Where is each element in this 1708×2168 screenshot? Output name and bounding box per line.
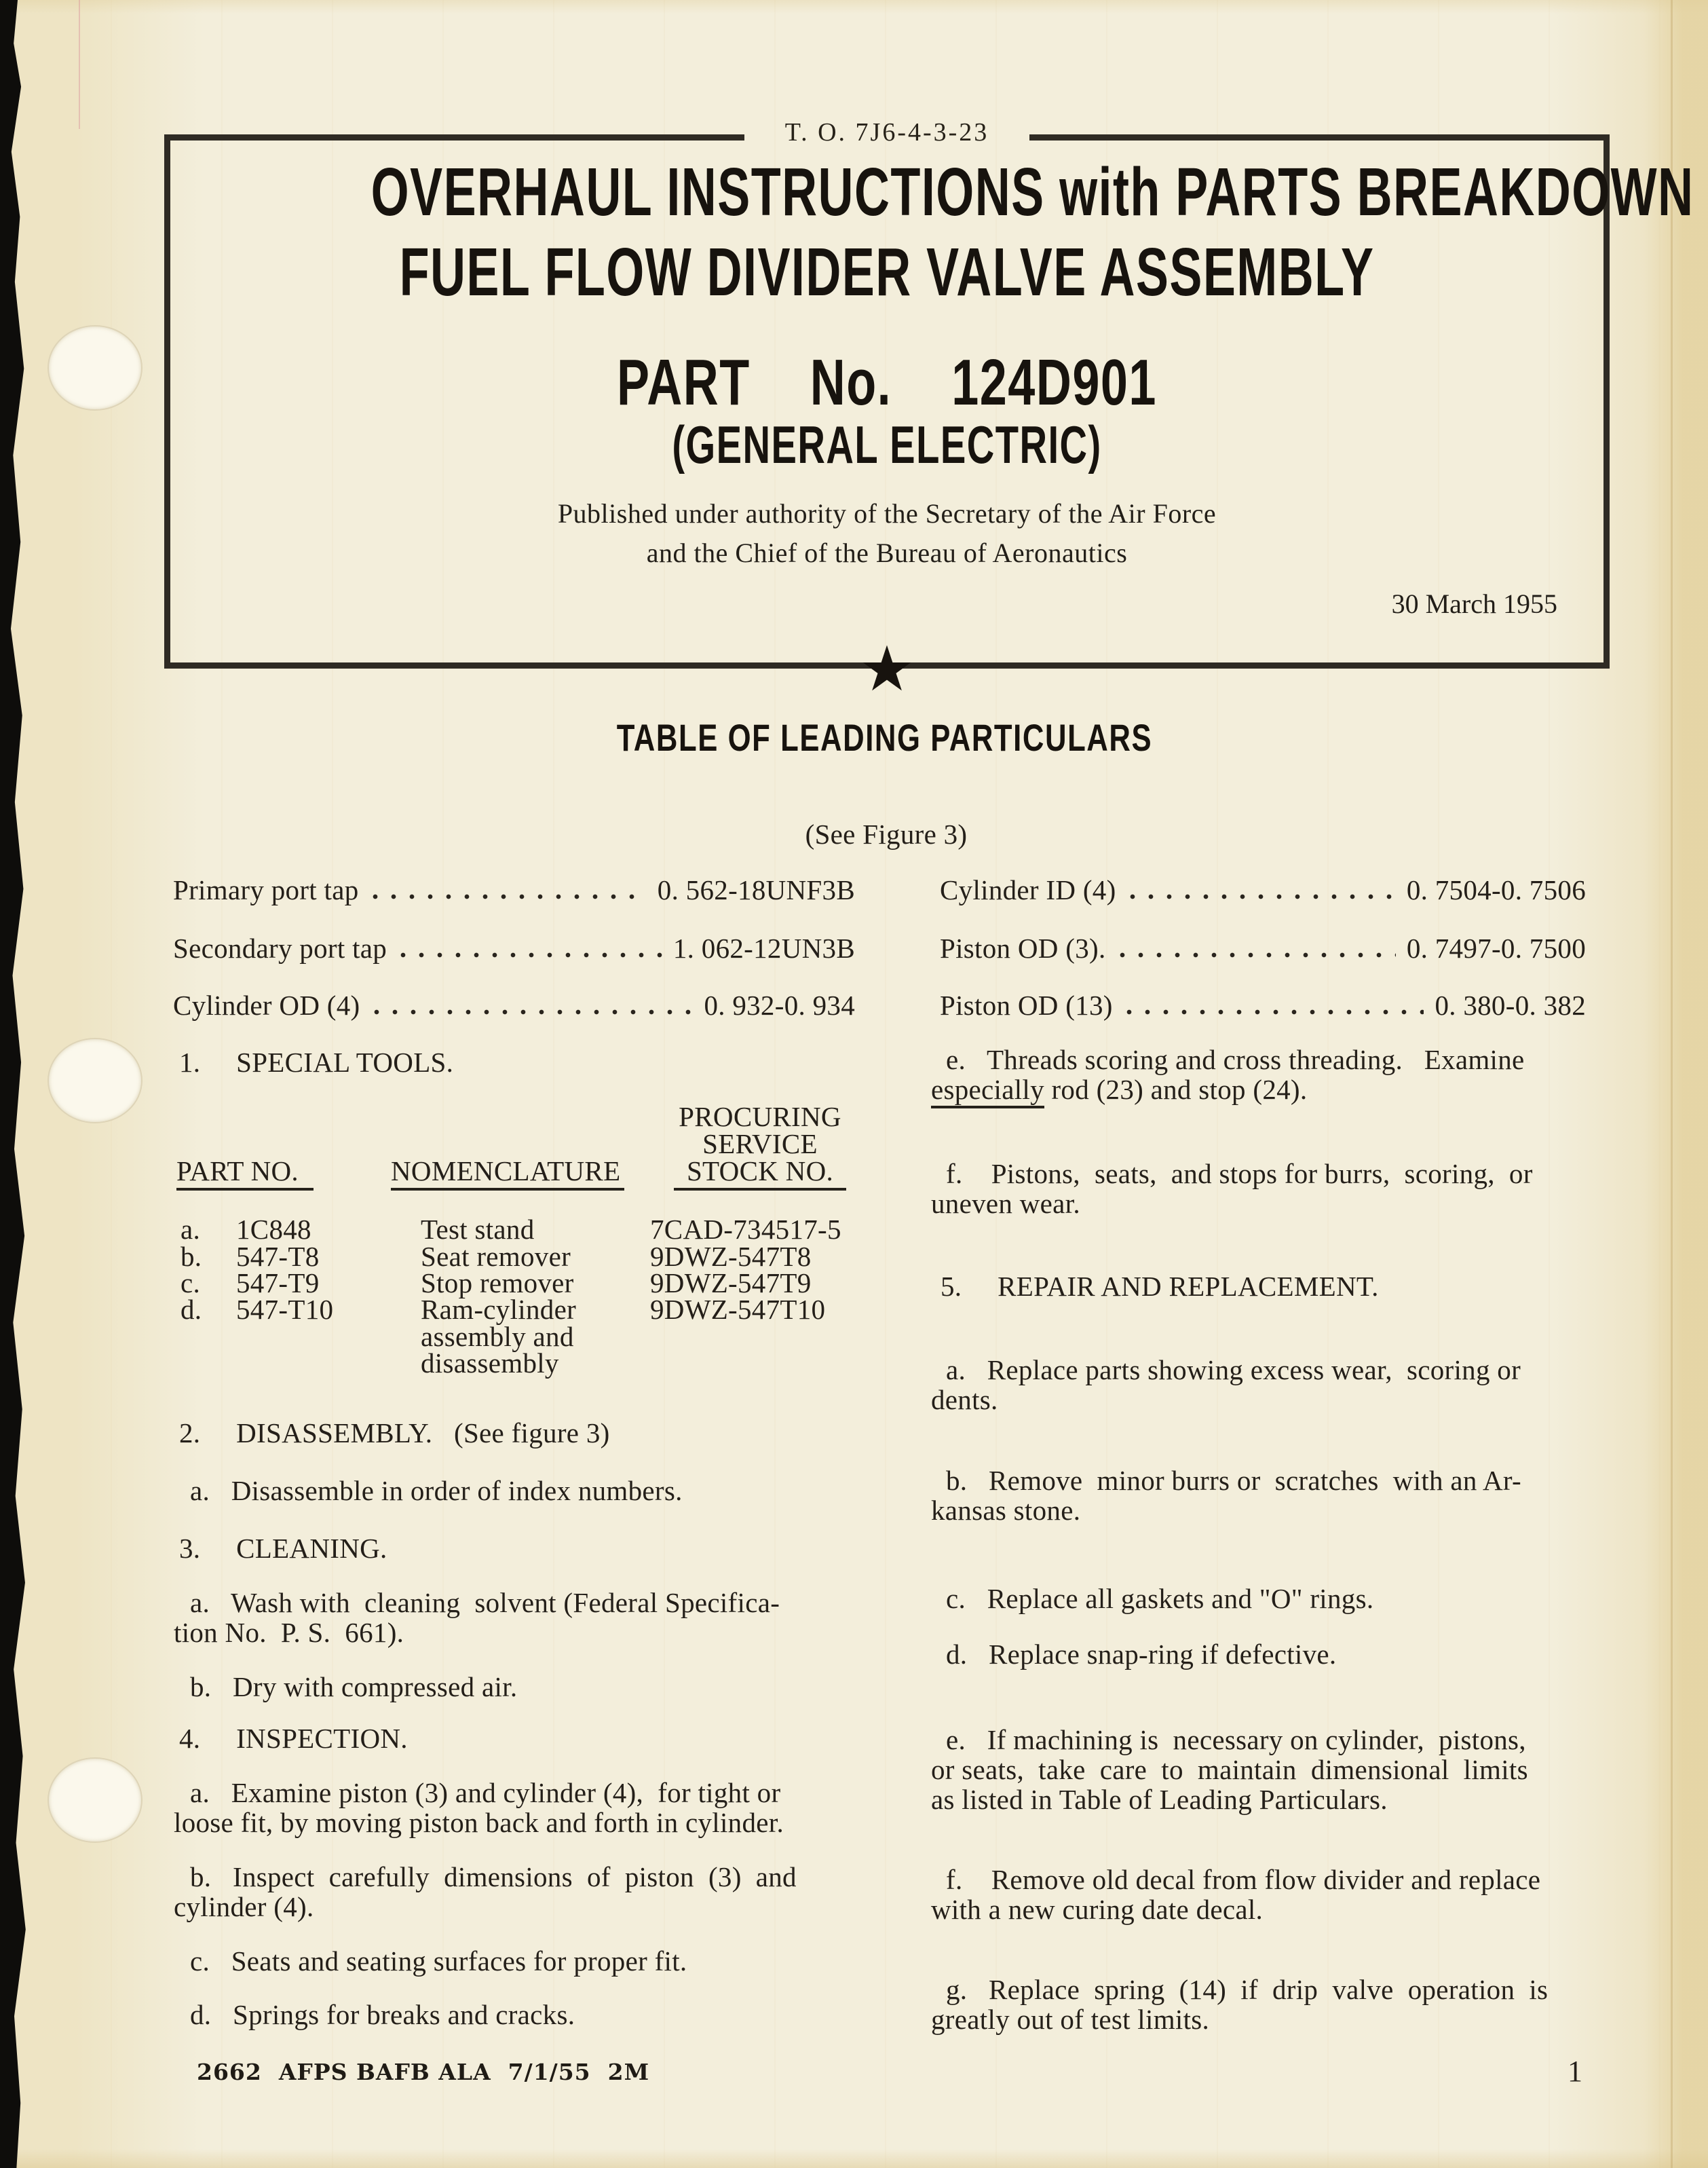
stock-col-header-line3: STOCK NO. xyxy=(674,1156,846,1191)
tool-row-continuation: assembly and xyxy=(421,1321,574,1352)
paper-crease xyxy=(79,0,80,129)
technical-order-number: T. O. 7J6-4-3-23 xyxy=(784,118,989,147)
tool-row-letter: a. xyxy=(181,1214,201,1245)
dot-leader xyxy=(1126,989,1424,1022)
tool-row-letter: c. xyxy=(181,1267,201,1298)
paragraph-line: dents. xyxy=(931,1384,998,1415)
paragraph-line: with a new curing date decal. xyxy=(931,1894,1264,1925)
tool-row-stock: 7CAD-734517-5 xyxy=(650,1214,841,1245)
dot-leader xyxy=(1130,874,1396,906)
tool-row-stock: 9DWZ-547T10 xyxy=(650,1294,826,1325)
particular-value: 0. 380-0. 382 xyxy=(1435,990,1586,1021)
punch-hole xyxy=(48,325,143,411)
paragraph-line: g. Replace spring (14) if drip valve operation is xyxy=(946,1974,1549,2005)
particular-value: 0. 7504-0. 7506 xyxy=(1406,874,1586,905)
tool-row-stock: 9DWZ-547T8 xyxy=(650,1241,812,1272)
tool-row-part: 547-T8 xyxy=(236,1241,320,1272)
paragraph-line: b. Remove minor burrs or scratches with an Ar- xyxy=(946,1465,1521,1496)
leading-particulars-heading: TABLE OF LEADING PARTICULARS xyxy=(616,716,1153,759)
particular-row xyxy=(173,932,855,965)
particular-value: 0. 562-18UNF3B xyxy=(657,874,855,905)
tool-row-nomenclature: Stop remover xyxy=(421,1267,574,1298)
particular-label: Secondary port tap xyxy=(173,933,387,964)
tool-row-part: 1C848 xyxy=(236,1214,311,1245)
paragraph-line: b. Dry with compressed air. xyxy=(190,1671,518,1702)
dot-leader xyxy=(1120,932,1396,965)
paragraph-line: greatly out of test limits. xyxy=(931,2004,1210,2035)
section-3-heading: 3. CLEANING. xyxy=(179,1533,387,1564)
authority-line-1: Published under authority of the Secretary of the Air Force xyxy=(557,498,1217,529)
nomenclature-col-header: NOMENCLATURE xyxy=(391,1156,624,1191)
paragraph-line: b. Inspect carefully dimensions of piston (3) and xyxy=(190,1861,797,1892)
paragraph-line: a. Disassemble in order of index numbers. xyxy=(190,1475,683,1506)
part-number-line: PART No. 124D901 xyxy=(617,346,1157,419)
tool-row-part: 547-T9 xyxy=(236,1267,320,1298)
stock-col-header-line2: SERVICE xyxy=(702,1128,818,1159)
particular-label: Piston OD (3). xyxy=(940,933,1106,964)
particular-row xyxy=(173,874,855,906)
paragraph-line: kansas stone. xyxy=(931,1495,1081,1526)
tool-row-continuation: disassembly xyxy=(421,1347,559,1379)
tool-row-letter: b. xyxy=(181,1241,202,1272)
paragraph-line: e. If machining is necessary on cylinder, pistons, xyxy=(946,1724,1526,1755)
tool-row-stock: 9DWZ-547T9 xyxy=(650,1267,812,1298)
tool-row-nomenclature: Seat remover xyxy=(421,1241,571,1272)
page-number: 1 xyxy=(1568,2055,1583,2088)
print-stamp: 2662 AFPS BAFB ALA 7/1/55 2M xyxy=(197,2059,650,2085)
particular-label: Primary port tap xyxy=(173,874,359,905)
section-5-heading: 5. REPAIR AND REPLACEMENT. xyxy=(941,1271,1379,1302)
paragraph-line: a. Replace parts showing excess wear, scoring or xyxy=(946,1354,1521,1385)
dot-leader xyxy=(400,932,662,965)
paper-edge-crease xyxy=(1671,0,1673,2168)
document-title-line2: FUEL FLOW DIVIDER VALVE ASSEMBLY xyxy=(399,234,1375,310)
dot-leader xyxy=(374,989,694,1022)
particular-value: 0. 7497-0. 7500 xyxy=(1406,933,1586,964)
paragraph-line: e. Threads scoring and cross threading. Examine xyxy=(946,1044,1525,1075)
section-2-heading: 2. DISASSEMBLY. (See figure 3) xyxy=(179,1417,610,1449)
paragraph-line: as listed in Table of Leading Particulars. xyxy=(931,1784,1388,1815)
section-4-heading: 4. INSPECTION. xyxy=(179,1723,408,1754)
paragraph-line xyxy=(931,1074,1307,1104)
part-col-header: PART NO. xyxy=(176,1156,314,1191)
star-icon: ★ xyxy=(858,633,915,705)
particular-label: Piston OD (13) xyxy=(940,990,1113,1021)
tool-row-nomenclature: Ram-cylinder xyxy=(421,1294,577,1325)
paragraph-line: cylinder (4). xyxy=(174,1891,314,1922)
punch-hole xyxy=(48,1757,143,1843)
punch-hole xyxy=(48,1038,143,1123)
section-1-heading: 1. SPECIAL TOOLS. xyxy=(179,1047,454,1078)
underlined-word: especially xyxy=(931,1074,1044,1108)
paragraph-line: c. Seats and seating surfaces for proper fit. xyxy=(190,1945,687,1977)
manufacturer-line: (GENERAL ELECTRIC) xyxy=(672,415,1102,474)
paragraph-line: f. Remove old decal from flow divider and replace xyxy=(946,1864,1541,1895)
particular-row xyxy=(940,989,1586,1022)
torn-binding-edge xyxy=(0,0,29,2168)
paragraph-line: f. Pistons, seats, and stops for burrs, scoring, or xyxy=(946,1158,1533,1189)
tool-row-letter: d. xyxy=(181,1294,202,1325)
particular-label: Cylinder OD (4) xyxy=(173,990,360,1021)
see-figure-note: (See Figure 3) xyxy=(805,819,968,850)
title-box xyxy=(164,118,1694,705)
paragraph-line-rest: rod (23) and stop (24). xyxy=(1044,1074,1308,1105)
paragraph-line: loose fit, by moving piston back and forth in cylinder. xyxy=(174,1807,784,1838)
particular-value: 1. 062-12UN3B xyxy=(672,933,855,964)
paragraph-line: c. Replace all gaskets and "O" rings. xyxy=(946,1583,1374,1614)
dot-leader xyxy=(373,874,647,906)
stock-col-header-line1: PROCURING xyxy=(679,1101,841,1132)
paragraph-line: a. Wash with cleaning solvent (Federal Specifica- xyxy=(190,1587,780,1618)
paragraph-line: tion No. P. S. 661). xyxy=(174,1617,404,1648)
particular-value: 0. 932-0. 934 xyxy=(704,990,855,1021)
publication-date: 30 March 1955 xyxy=(1391,588,1557,619)
paragraph-line: a. Examine piston (3) and cylinder (4), for tight or xyxy=(190,1777,781,1808)
particular-label: Cylinder ID (4) xyxy=(940,874,1116,905)
tool-row-nomenclature: Test stand xyxy=(421,1214,535,1245)
particular-row xyxy=(173,989,855,1022)
tool-row-part: 547-T10 xyxy=(236,1294,334,1325)
paragraph-line: uneven wear. xyxy=(931,1188,1080,1219)
document-title-line1: OVERHAUL INSTRUCTIONS with PARTS BREAKDOWN xyxy=(371,154,1694,230)
paragraph-line: d. Springs for breaks and cracks. xyxy=(190,1999,575,2030)
paragraph-line: d. Replace snap-ring if defective. xyxy=(946,1639,1337,1670)
paragraph-line: or seats, take care to maintain dimensional limits xyxy=(931,1754,1528,1785)
particular-row xyxy=(940,932,1586,965)
particular-row xyxy=(940,874,1586,906)
authority-line-2: and the Chief of the Bureau of Aeronautics xyxy=(646,538,1128,568)
